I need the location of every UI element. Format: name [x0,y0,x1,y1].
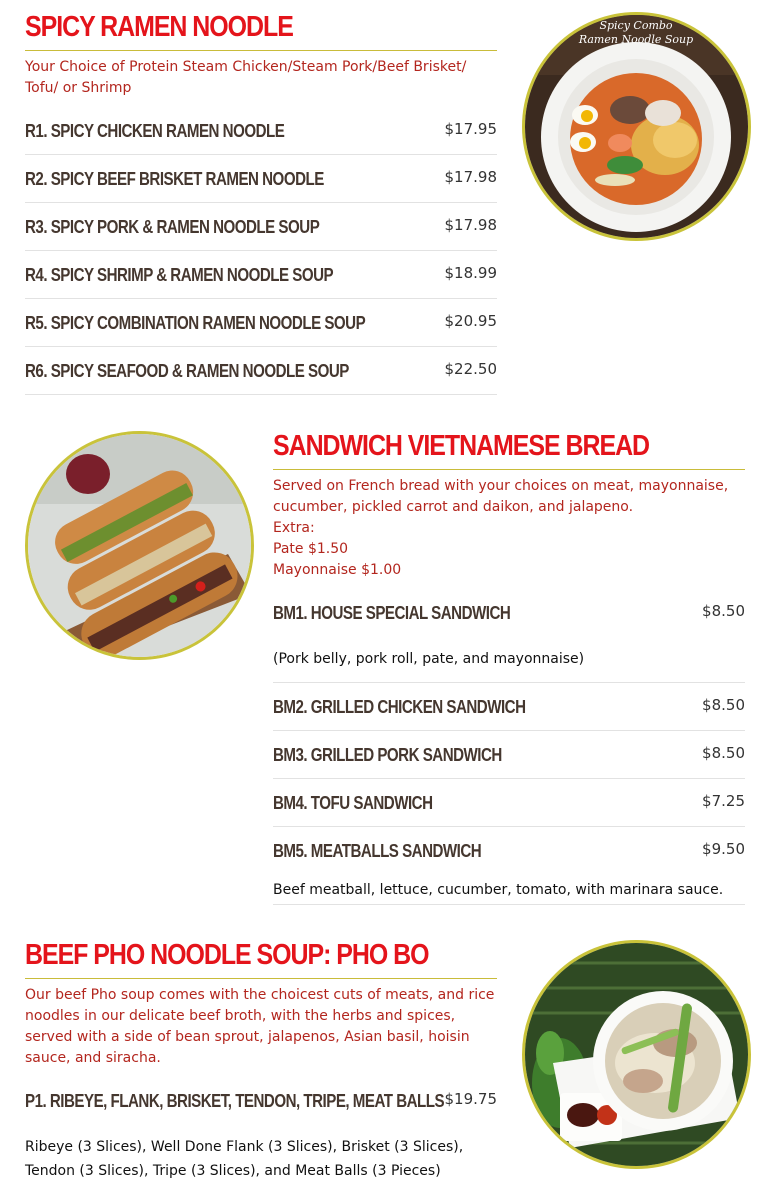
section-title: BEEF PHO NOODLE SOUP: PHO BO [25,939,429,971]
section-description: Our beef Pho soup comes with the choicest cuts of meats, and rice noodles in our delicate beef broth, with the herbs and spices, served with a side of bean sprout, jalapenos, Asian basil, hoisin sauce, and siracha. [25,987,495,1066]
menu-item-note: Ribeye (3 Slices), Well Done Flank (3 Slices), Brisket (3 Slices), [25,1139,464,1155]
section-description [273,476,745,581]
menu-item-name: P1. RIBEYE, FLANK, BRISKET, TENDON, TRIPE, MEAT BALLS [25,1091,445,1111]
section-description: Your Choice of Protein Steam Chicken/Steam Pork/Beef Brisket/ Tofu/ or Shrimp [25,59,467,96]
section-divider [25,50,497,51]
menu-item[interactable] [273,779,745,827]
menu-item-note: (Pork belly, pork roll, pate, and mayonnaise) [273,651,585,667]
ramen-section [25,10,497,395]
section-title: SANDWICH VIETNAMESE BREAD [273,430,650,462]
menu-item-price: $18.99 [444,264,497,282]
menu-item-price: $8.50 [702,696,745,714]
menu-item-name: BM3. GRILLED PORK SANDWICH [273,745,502,765]
menu-item-name: R1. SPICY CHICKEN RAMEN NOODLE [25,121,285,141]
menu-item[interactable] [25,107,497,155]
pho-photo [522,940,751,1169]
menu-item-price: $8.50 [702,744,745,762]
menu-item-price: $17.98 [444,168,497,186]
section-title: SPICY RAMEN NOODLE [25,11,293,43]
menu-item-name: BM4. TOFU SANDWICH [273,793,433,813]
description-line: Mayonnaise $1.00 [273,562,402,578]
description-line: Served on French bread with your choices on meat, mayonnaise, [273,478,729,494]
menu-item-price: $19.75 [444,1090,497,1108]
menu-item-name: R2. SPICY BEEF BRISKET RAMEN NOODLE [25,169,324,189]
description-line: Pate $1.50 [273,541,349,557]
description-line: Extra: [273,520,315,536]
menu-item-name: BM2. GRILLED CHICKEN SANDWICH [273,697,526,717]
menu-item[interactable] [273,589,745,683]
menu-item[interactable] [25,251,497,299]
photo-caption: Ramen Noodle Soup [578,33,694,46]
menu-item-name: R4. SPICY SHRIMP & RAMEN NOODLE SOUP [25,265,334,285]
menu-item-price: $17.95 [444,120,497,138]
menu-item-price: $17.98 [444,216,497,234]
menu-item[interactable] [273,827,745,905]
menu-item[interactable] [25,203,497,251]
menu-item-name: BM1. HOUSE SPECIAL SANDWICH [273,603,511,623]
menu-item-note: Beef meatball, lettuce, cucumber, tomato, with marinara sauce. [273,882,724,898]
menu-item[interactable] [25,299,497,347]
menu-item-name: R5. SPICY COMBINATION RAMEN NOODLE SOUP [25,313,366,333]
description-line: cucumber, pickled carrot and daikon, and jalapeno. [273,499,634,515]
sandwich-photo [25,431,254,660]
menu-item-name: BM5. MEATBALLS SANDWICH [273,841,482,861]
menu-item-price: $9.50 [702,840,745,858]
menu-item[interactable] [273,731,745,779]
section-divider [25,978,497,979]
menu-item-price: $8.50 [702,602,745,620]
menu-item[interactable] [273,683,745,731]
pho-section [25,938,497,1197]
menu-item-price: $22.50 [444,360,497,378]
menu-item-price: $7.25 [702,792,745,810]
menu-item[interactable] [25,347,497,395]
ramen-photo [522,12,751,241]
section-divider [273,469,745,470]
photo-caption: Spicy Combo [599,19,673,32]
menu-item-name: R6. SPICY SEAFOOD & RAMEN NOODLE SOUP [25,361,349,381]
menu-item-price: $20.95 [444,312,497,330]
menu-item-name: R3. SPICY PORK & RAMEN NOODLE SOUP [25,217,320,237]
menu-item[interactable] [25,1077,497,1197]
menu-item[interactable] [25,155,497,203]
sandwich-section [273,429,745,905]
menu-item-note: Tendon (3 Slices), Tripe (3 Slices), and Meat Balls (3 Pieces) [25,1163,441,1179]
